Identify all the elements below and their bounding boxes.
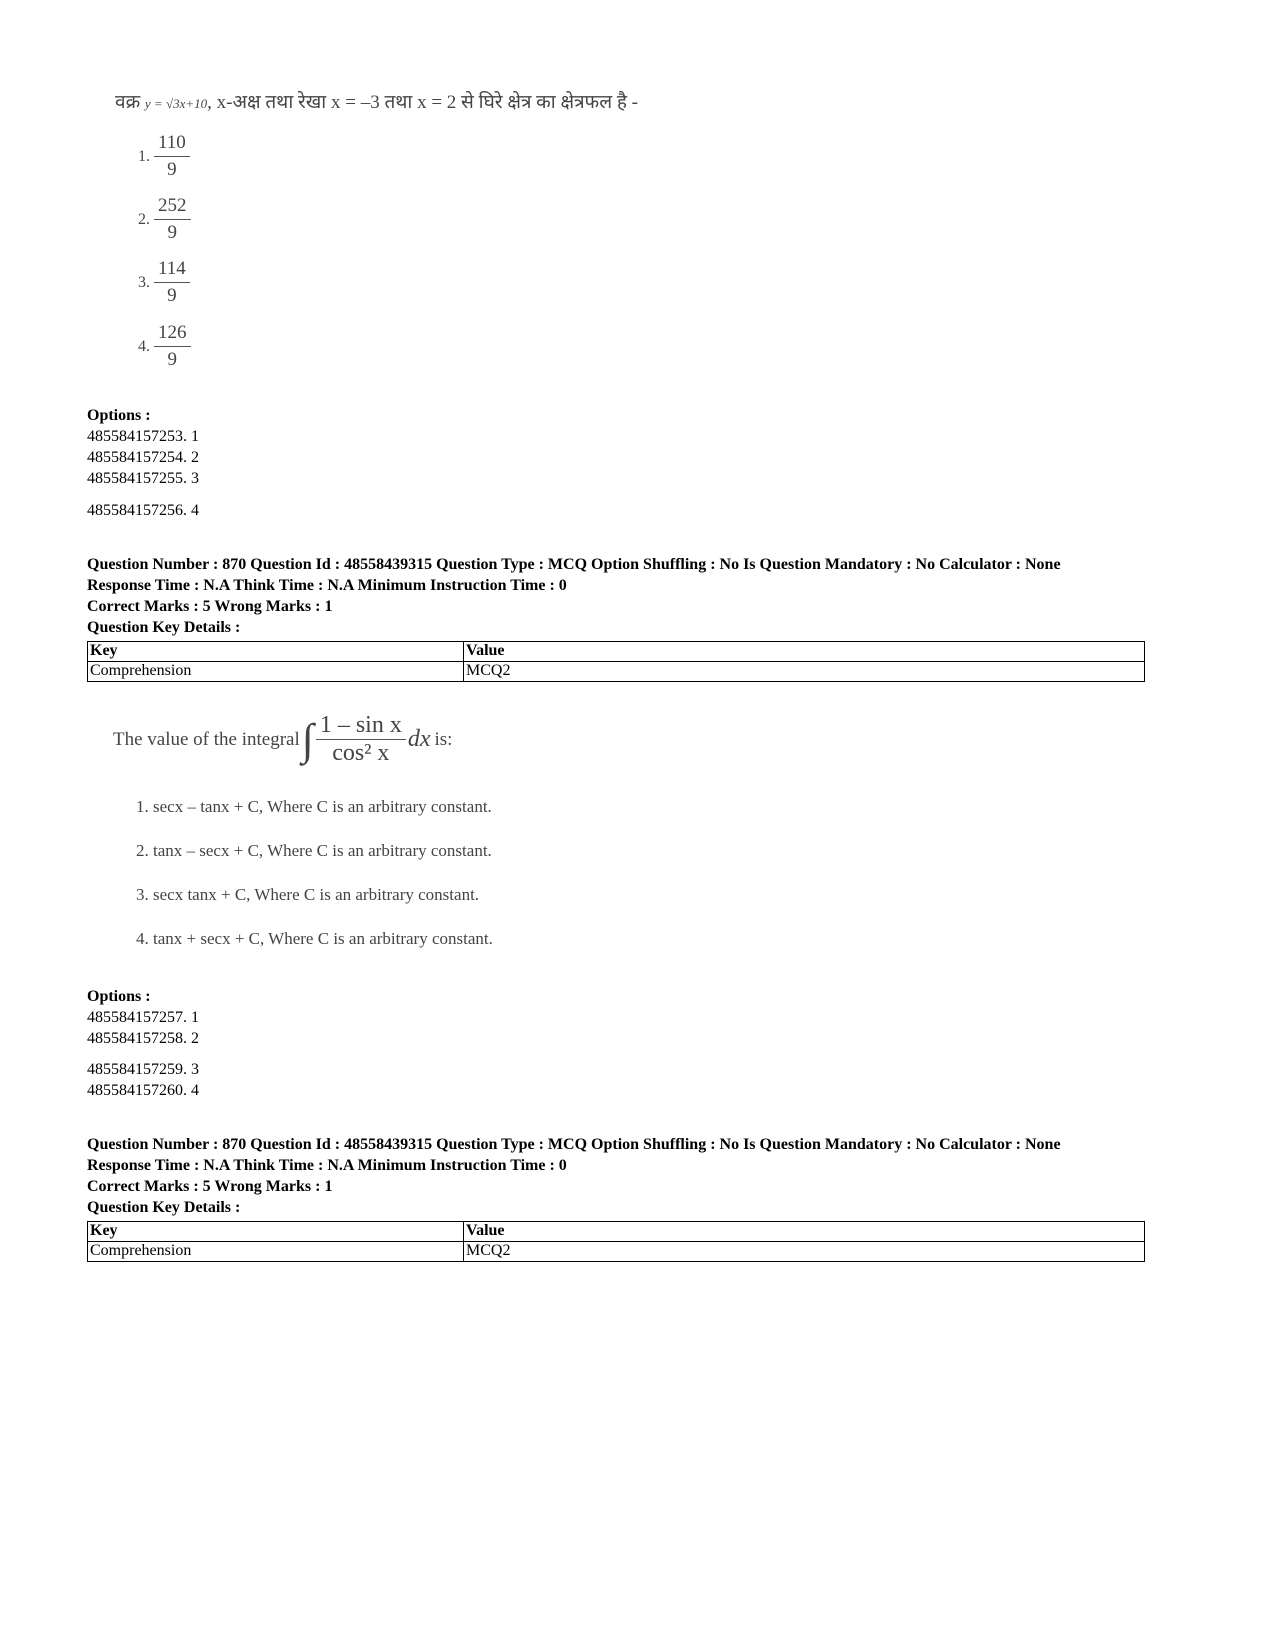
option-id: 485584157256. 4: [87, 502, 199, 519]
choice-fraction: [154, 130, 190, 183]
table-header-value: Value: [464, 1222, 1145, 1242]
choice-fraction: [154, 320, 191, 373]
fraction-denominator: 9: [167, 222, 177, 243]
table-row: [88, 662, 1145, 682]
choice-fraction: [154, 256, 190, 309]
question-key-details-label: Question Key Details :: [87, 1199, 241, 1216]
option-id: 485584157254. 2: [87, 449, 199, 466]
option-id: 485584157257. 1: [87, 1009, 199, 1026]
fraction-numerator: 110: [154, 130, 190, 157]
table-row: [88, 1242, 1145, 1262]
choice-fraction: [154, 193, 191, 246]
fraction-numerator: 252: [154, 193, 191, 220]
table-header-key: Key: [88, 1222, 464, 1242]
choice-index: 1.: [138, 147, 150, 165]
fraction-denominator: 9: [167, 285, 177, 306]
integral-denominator: cos² x: [332, 740, 390, 766]
question-marks: Correct Marks : 5 Wrong Marks : 1: [87, 1178, 333, 1195]
choice-index: 2.: [138, 210, 150, 228]
question-2-choice: 2. tanx – secx + C, Where C is an arbitrary constant.: [136, 841, 492, 860]
question-1-hindi-tail: , x-अक्ष तथा रेखा x = –3 तथा x = 2 से घिरे क्षेत्र का क्षेत्रफल है -: [207, 92, 639, 113]
question-meta-line: Response Time : N.A Think Time : N.A Minimum Instruction Time : 0: [87, 1157, 567, 1174]
question-2-choice: 1. secx – tanx + C, Where C is an arbitrary constant.: [136, 797, 492, 816]
option-id: 485584157253. 1: [87, 428, 199, 445]
question-1-expression: y = √3x+10: [144, 96, 208, 111]
option-id: 485584157260. 4: [87, 1082, 199, 1099]
question-1-choice: [138, 256, 190, 309]
options-label: Options :: [87, 407, 151, 424]
question-2-text: [113, 712, 452, 767]
options-label: Options :: [87, 988, 151, 1005]
question-2-choice: 3. secx tanx + C, Where C is an arbitrary constant.: [136, 885, 480, 904]
fraction-numerator: 114: [154, 256, 190, 283]
integral-dx: dx: [407, 726, 431, 752]
integral-icon: ∫: [301, 714, 314, 764]
table-cell-value: MCQ2: [464, 662, 1145, 682]
question-key-table: [87, 641, 1145, 682]
question-2-prefix: The value of the integral: [113, 728, 300, 750]
option-id: 485584157259. 3: [87, 1061, 199, 1078]
integral-fraction: [316, 712, 406, 767]
question-meta-line: Question Number : 870 Question Id : 48558439315 Question Type : MCQ Option Shuffling : No Is Question Mandatory : No Calculator : None: [87, 556, 1061, 573]
question-1-choice: [138, 130, 190, 183]
question-key-table: [87, 1221, 1145, 1262]
table-cell-value: MCQ2: [464, 1242, 1145, 1262]
table-cell-key: Comprehension: [88, 1242, 464, 1262]
question-1-hindi-prefix: वक्र: [115, 92, 141, 113]
question-1-text: [115, 88, 638, 114]
question-2-choice: 4. tanx + secx + C, Where C is an arbitrary constant.: [136, 929, 493, 948]
question-marks: Correct Marks : 5 Wrong Marks : 1: [87, 598, 333, 615]
choice-index: 4.: [138, 337, 150, 355]
table-header-key: Key: [88, 642, 464, 662]
fraction-numerator: 126: [154, 320, 191, 347]
option-id: 485584157258. 2: [87, 1030, 199, 1047]
choice-index: 3.: [138, 273, 150, 291]
table-header-row: [88, 642, 1145, 662]
fraction-denominator: 9: [167, 349, 177, 370]
question-key-details-label: Question Key Details :: [87, 619, 241, 636]
question-meta-line: Question Number : 870 Question Id : 48558439315 Question Type : MCQ Option Shuffling : No Is Question Mandatory : No Calculator : None: [87, 1136, 1061, 1153]
integral-numerator: 1 – sin x: [316, 712, 406, 740]
table-header-value: Value: [464, 642, 1145, 662]
question-1-choice: [138, 320, 191, 373]
question-meta-line: Response Time : N.A Think Time : N.A Minimum Instruction Time : 0: [87, 577, 567, 594]
table-header-row: [88, 1222, 1145, 1242]
table-cell-key: Comprehension: [88, 662, 464, 682]
question-2-suffix: is:: [434, 728, 453, 750]
fraction-denominator: 9: [167, 159, 177, 180]
question-1-choice: [138, 193, 191, 246]
option-id: 485584157255. 3: [87, 470, 199, 487]
